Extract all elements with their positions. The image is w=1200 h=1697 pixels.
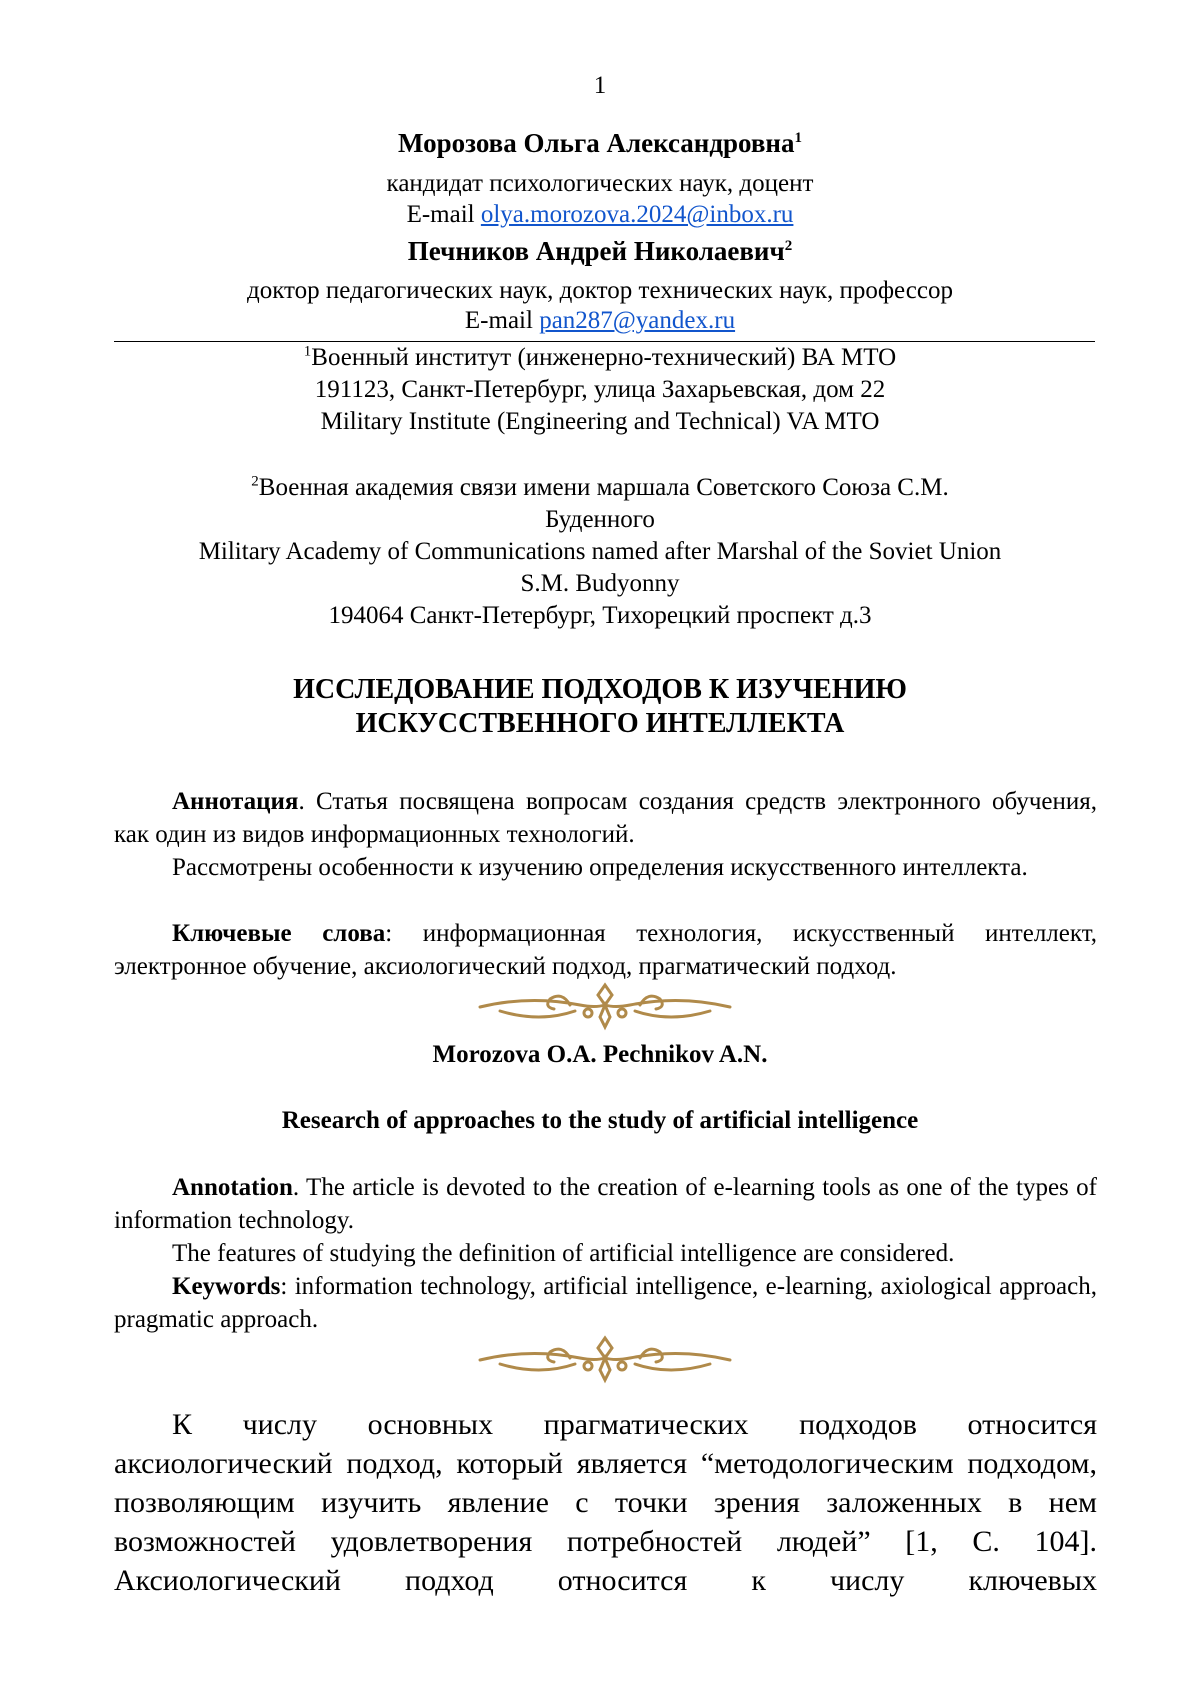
abstract-en: Annotation. The article is devoted to the creation of e-learning tools as one of the types of information technology. — [114, 1174, 1097, 1234]
keywords-en: Keywords: information technology, artificial intelligence, e-learning, axiological approach, pragmatic approach. — [114, 1273, 1097, 1333]
abstract-en-2: The features of studying the definition of artificial intelligence are considered. — [172, 1240, 955, 1267]
affiliation-2-line-4: S.M. Budyonny — [520, 570, 680, 597]
author-2-email-link[interactable]: pan287@yandex.ru — [539, 307, 736, 334]
author-1-email-link[interactable]: olya.morozova.2024@inbox.ru — [480, 201, 794, 228]
ornament-divider-icon — [470, 975, 740, 1035]
author-1-degree: кандидат психологических наук, доцент — [386, 170, 814, 197]
affiliation-2-line-2: Буденного — [545, 506, 655, 533]
author-1-email-line: E-mail olya.morozova.2024@inbox.ru — [406, 201, 794, 228]
abstract-ru-2: Рассмотрены особенности к изучению определения искусственного интеллекта. — [172, 854, 1028, 881]
abstract-ru: Аннотация. Статья посвящена вопросам создания средств электронного обучения, как один из видов информационных технологий. — [114, 788, 1097, 848]
author-1-name: Морозова Ольга Александровна$^1$ — [398, 128, 802, 158]
author-2-email-line: E-mail pan287@yandex.ru — [464, 307, 736, 334]
page-number: 1 — [593, 72, 607, 99]
affiliation-1-line-2: 191123, Санкт-Петербург, улица Захарьевская, дом 22 — [314, 376, 886, 403]
affiliation-2-line-3: Military Academy of Communications named after Marshal of the Soviet Union — [198, 538, 1002, 565]
keywords-ru: Ключевые слова: информационная технология, искусственный интеллект, электронное обучение, аксиологический подход, прагматический подход. — [114, 920, 1097, 980]
affiliation-2-line-5: 194064 Санкт-Петербург, Тихорецкий проспект д.3 — [328, 602, 872, 629]
affiliation-1-line-3: Military Institute (Engineering and Technical) VA MTO — [320, 408, 880, 435]
affiliation-2-line-1: $^2$Военная академия связи имени маршала Советского Союза С.М. — [251, 473, 949, 501]
ornament-divider-icon — [470, 1328, 740, 1388]
title-en: Research of approaches to the study of artificial intelligence — [281, 1107, 919, 1134]
body-paragraph: К числу основных прагматических подходов относится аксиологический подход, который является “методологическим подходом, позволяющим изучить явление с точки зрения заложенных в нем возможностей удовлетворения потребностей людей” [1, С. 104]. Аксиологический подход относится к числу ключевых — [114, 1408, 1097, 1597]
title-ru-line-2: ИСКУССТВЕННОГО ИНТЕЛЛЕКТА — [355, 708, 845, 739]
author-2-degree: доктор педагогических наук, доктор технических наук, профессор — [247, 277, 953, 304]
header-divider — [114, 341, 1095, 342]
affiliation-1-line-1: $^1$Военный институт (инженерно-технический) ВА МТО — [303, 343, 897, 371]
authors-en: Morozova O.A. Pechnikov A.N. — [432, 1041, 768, 1068]
author-2-name: Печников Андрей Николаевич$^2$ — [407, 236, 793, 266]
title-ru-line-1: ИССЛЕДОВАНИЕ ПОДХОДОВ К ИЗУЧЕНИЮ — [293, 674, 907, 705]
